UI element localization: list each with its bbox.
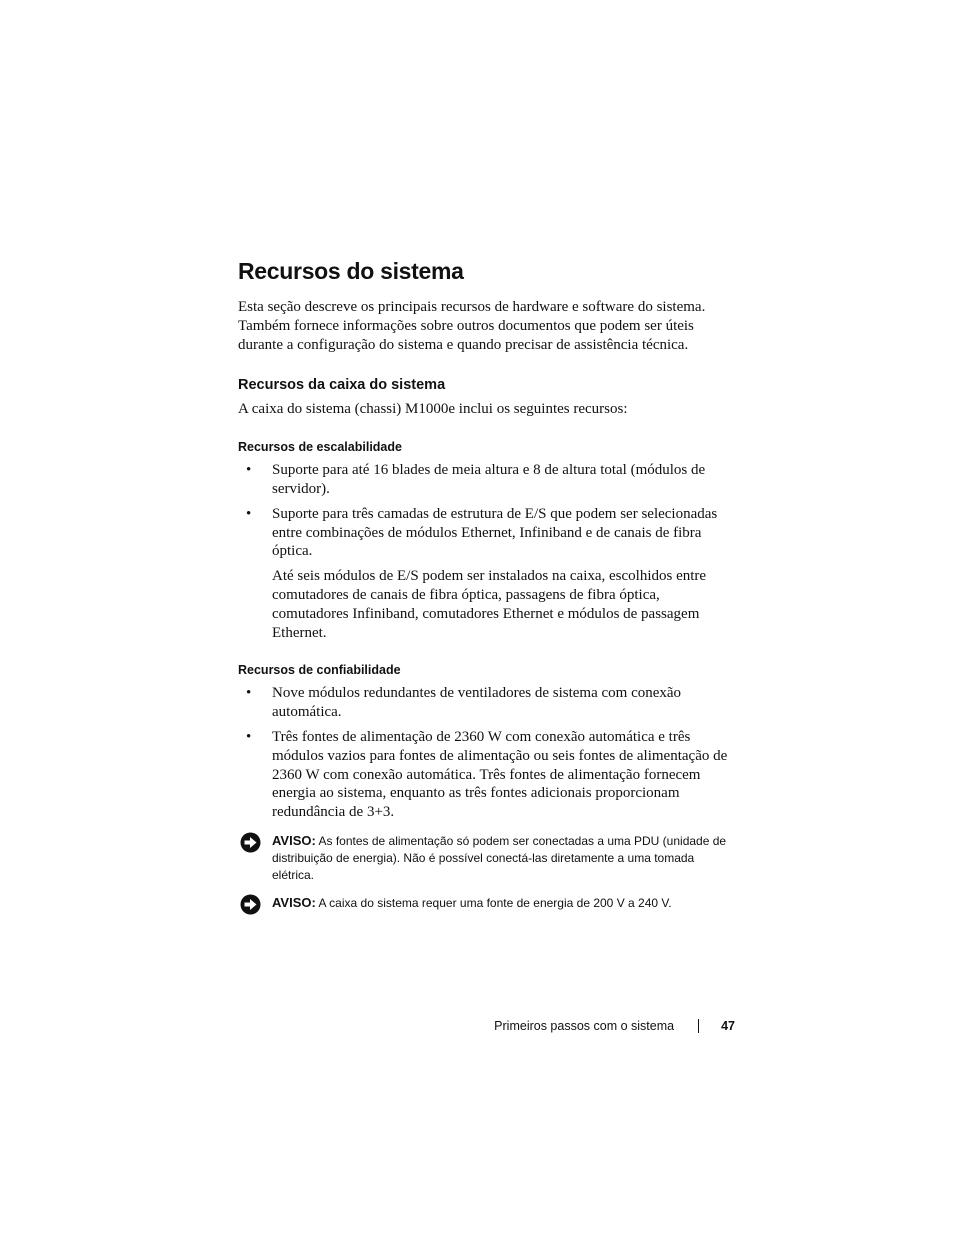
section-heading: Recursos da caixa do sistema — [238, 377, 446, 394]
list-item-text: Três fontes de alimentação de 2360 W com conexão automática e três módulos vazios para fontes de alimentação ou seis fontes de alimentação de 2360 W com conexão automática. Três fontes de alimentação fornecem energia ao sistema, enquanto as três fontes adicionais proporcionam redundância de 3+3. — [272, 728, 728, 821]
notice-label: AVISO: — [272, 894, 316, 910]
page-footer — [238, 1019, 735, 1033]
list-item-text: Nove módulos redundantes de ventiladores de sistema com conexão automática. — [272, 685, 682, 721]
notice-power-pdu — [238, 832, 738, 884]
intro-paragraph: Esta seção descreve os principais recursos de hardware e software do sistema. Também fornece informações sobre outros documentos que podem ser úteis durante a configuração do sistema e quando precisar de assistência técnica. — [238, 299, 706, 353]
reliability-heading: Recursos de confiabilidade — [238, 663, 401, 678]
arrow-right-circle-icon — [240, 832, 261, 853]
reliability-list — [238, 684, 738, 822]
bullet-icon: • — [246, 728, 252, 745]
bullet-icon: • — [246, 462, 252, 479]
list-item-text: Suporte para três camadas de estrutura de E/S que podem ser selecionadas entre combinações de módulos Ethernet, Infiniband e de canais de fibra óptica. — [272, 505, 718, 560]
notice-text: As fontes de alimentação só podem ser conectadas a uma PDU (unidade de distribuição de energia). Não é possível conectá-las diretamente a uma tomada elétrica. — [272, 833, 727, 882]
section-lead: A caixa do sistema (chassi) M1000e inclui os seguintes recursos: — [238, 401, 628, 418]
footer-divider — [698, 1019, 699, 1033]
bullet-icon: • — [246, 505, 252, 522]
list-item — [238, 461, 738, 499]
notice-label: AVISO: — [272, 832, 316, 848]
list-item-text: Suporte para até 16 blades de meia altura e 8 de altura total (módulos de servidor). — [272, 462, 706, 497]
notice-text: A caixa do sistema requer uma fonte de energia de 200 V a 240 V. — [318, 895, 672, 910]
scalability-list — [238, 461, 738, 561]
document-page — [238, 256, 738, 912]
list-item — [238, 505, 738, 561]
list-item — [238, 728, 738, 822]
notice-power-voltage — [238, 894, 738, 912]
bullet-icon: • — [246, 685, 252, 702]
arrow-right-circle-icon — [240, 894, 261, 915]
footer-section-title: Primeiros passos com o sistema — [494, 1019, 675, 1033]
scalability-heading: Recursos de escalabilidade — [238, 440, 402, 455]
page-title: Recursos do sistema — [238, 258, 464, 284]
list-item — [238, 684, 738, 722]
page-number: 47 — [721, 1019, 735, 1033]
scalability-followup: Até seis módulos de E/S podem ser instalados na caixa, escolhidos entre comutadores de canais de fibra óptica, passagens de fibra óptica, comutadores Infiniband, comutadores Ethernet e módulos de passagem Ethernet. — [272, 568, 707, 641]
